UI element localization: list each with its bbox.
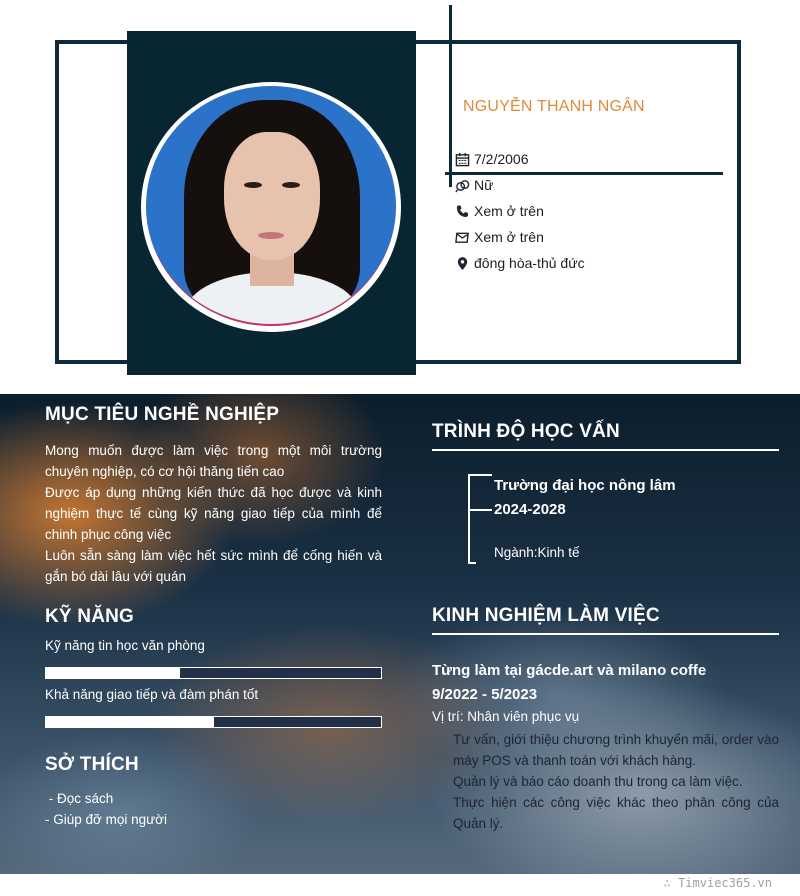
experience-position: Vị trí: Nhân viên phục vụ — [432, 709, 580, 724]
email-row — [453, 229, 544, 245]
skill-label-communication: Khả năng giao tiếp và đàm phán tốt — [45, 687, 259, 702]
birthday-row — [453, 151, 529, 167]
phone-row — [453, 203, 544, 219]
experience-rule — [432, 633, 779, 635]
skill-label-office: Kỹ năng tin học văn phòng — [45, 638, 205, 653]
candidate-name: NGUYỄN THANH NGÂN — [463, 98, 645, 115]
skill-bar-fill — [46, 717, 214, 727]
education-period: 2024-2028 — [494, 501, 566, 518]
header-vertical-rule — [449, 5, 452, 187]
objective-paragraph: Mong muốn được làm việc trong một môi trường chuyên nghiệp, có cơ hội thăng tiến cao — [45, 443, 382, 479]
experience-duties — [453, 729, 779, 834]
birthday-value: 7/2/2006 — [474, 151, 529, 167]
skill-bar-communication — [45, 716, 382, 728]
education-school: Trường đại học nông lâm — [494, 477, 676, 494]
education-major: Ngành:Kinh tế — [494, 545, 580, 560]
experience-company: Từng làm tại gácde.art và milano coffe — [432, 662, 707, 679]
skills-title: KỸ NĂNG — [45, 606, 135, 627]
header-horizontal-rule — [445, 172, 723, 175]
experience-duty: Thực hiện các công việc khác theo phân công của Quản lý. — [453, 795, 779, 831]
experience-duty: Tư vấn, giới thiệu chương trình khuyến mãi, order vào máy POS và thanh toán với khách hàng. — [453, 732, 779, 768]
objective-title: MỤC TIÊU NGHỀ NGHIỆP — [45, 404, 280, 425]
cv-body — [0, 394, 800, 874]
gender-value: Nữ — [474, 177, 494, 193]
location-icon — [453, 255, 471, 271]
skill-bar-fill — [46, 668, 180, 678]
education-timeline — [468, 474, 470, 564]
hobby-item: - Giúp đỡ mọi người — [45, 812, 168, 827]
objective-paragraph: Luôn sẵn sàng làm việc hết sức mình để cống hiến và gắn bó dài lâu với quán — [45, 548, 382, 584]
cv-header — [0, 0, 800, 394]
objective-text — [45, 440, 382, 587]
gender-row — [453, 177, 493, 193]
hobbies-title: SỞ THÍCH — [45, 754, 139, 775]
phone-value: Xem ở trên — [474, 203, 544, 219]
gender-icon — [453, 177, 471, 193]
skill-bar-office — [45, 667, 382, 679]
phone-icon — [453, 203, 471, 219]
experience-duty: Quản lý và báo cáo doanh thu trong ca làm việc. — [453, 774, 743, 789]
education-title: TRÌNH ĐỘ HỌC VẤN — [432, 421, 620, 442]
education-rule — [432, 449, 779, 451]
address-value: đông hòa-thủ đức — [474, 255, 585, 271]
experience-period: 9/2022 - 5/2023 — [432, 686, 538, 703]
email-value: Xem ở trên — [474, 229, 544, 245]
profile-photo — [146, 86, 396, 326]
objective-paragraph: Được áp dụng những kiến thức đã học được và kinh nghiệm thực tế cùng kỹ năng giao tiếp của mình để chinh phục công việc — [45, 485, 382, 542]
address-row — [453, 255, 585, 271]
watermark: ∴ Timviec365.vn — [663, 876, 772, 890]
email-icon — [453, 229, 471, 245]
experience-title: KINH NGHIỆM LÀM VIỆC — [432, 605, 660, 626]
calendar-icon — [453, 151, 471, 167]
hobby-item: - Đọc sách — [45, 791, 114, 806]
